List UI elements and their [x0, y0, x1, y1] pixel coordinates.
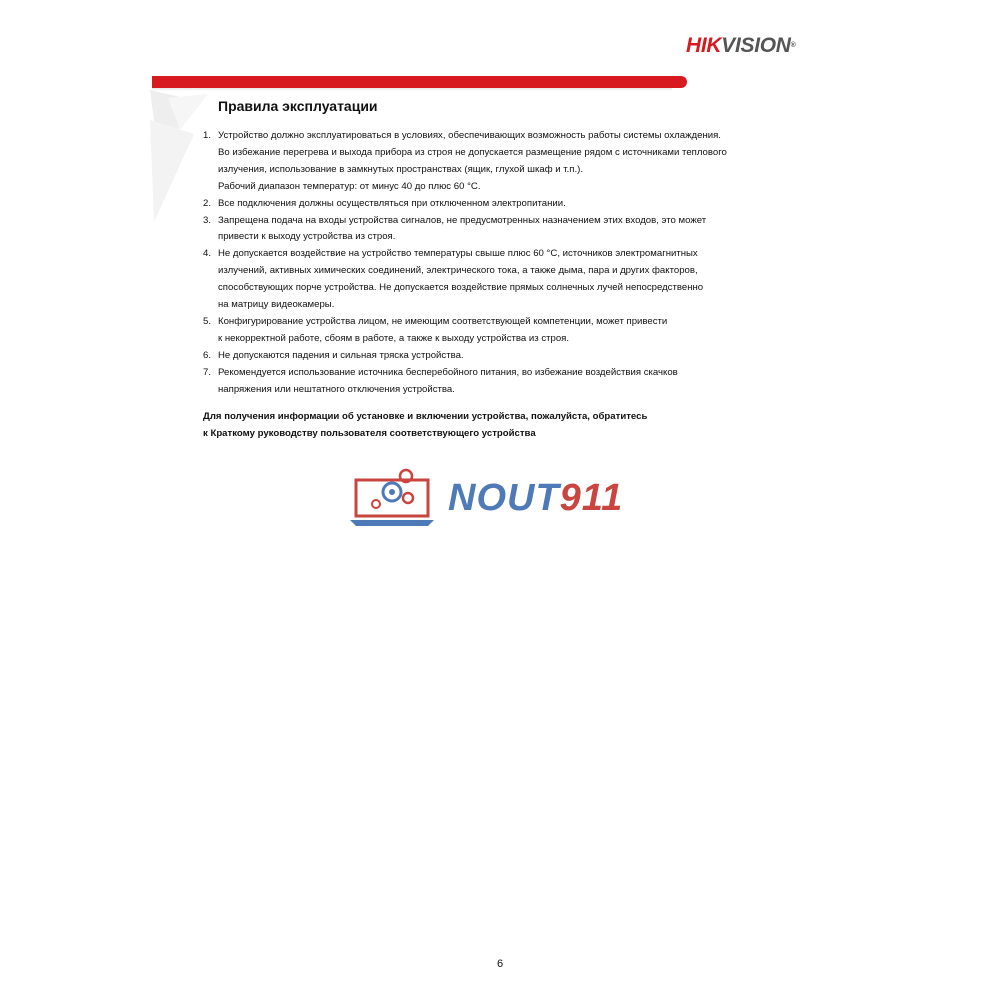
rule-text-line: привести к выходу устройства из строя. — [218, 231, 396, 243]
hikvision-logo — [686, 34, 796, 58]
watermark-text-nout: NOUT — [448, 477, 560, 519]
rule-text-line: Не допускается воздействие на устройство температуры свыше плюс 60 °C, источников электромагнитных — [218, 248, 698, 260]
rule-text-line: на матрицу видеокамеры. — [218, 299, 335, 311]
rule-number: 3. — [203, 214, 212, 226]
note-line: к Краткому руководству пользователя соответствующего устройства — [203, 427, 536, 439]
rule-text-line: Конфигурирование устройства лицом, не имеющим соответствующей компетенции, может привести — [218, 315, 668, 327]
rule-text-line: способствующих порче устройства. Не допускается воздействие прямых солнечных лучей непосредственно — [218, 282, 704, 294]
rule-number: 6. — [203, 349, 212, 361]
rule-number: 1. — [203, 130, 212, 141]
rule-item — [0, 314, 1000, 348]
rule-text-line: Запрещена подача на входы устройства сигналов, не предусмотренных назначением этих входов, это может — [218, 214, 707, 226]
rule-item — [0, 213, 1000, 247]
page-number: 6 — [496, 958, 504, 970]
rule-text-line: Устройство должно эксплуатироваться в условиях, обеспечивающих возможность работы системы охлаждения. — [218, 130, 721, 141]
logo-text-vision: VISION — [721, 34, 791, 57]
rule-text-line: Все подключения должны осуществляться при отключенном электропитании. — [218, 197, 566, 209]
nout911-watermark — [348, 464, 658, 534]
logo-text-hik: HIK — [686, 34, 722, 57]
installation-note — [203, 409, 647, 443]
rule-text-line: излучений, активных химических соединений, электрического тока, а также дыма, пара и других факторов, — [218, 265, 698, 277]
rule-number: 2. — [203, 197, 212, 209]
rule-number: 4. — [203, 248, 212, 260]
watermark-text — [448, 476, 623, 520]
rules-list — [0, 128, 1000, 399]
watermark-text-911: 911 — [559, 477, 624, 519]
rule-item — [0, 128, 1000, 196]
header-bar-shadow — [152, 88, 672, 91]
registered-mark: ® — [790, 42, 796, 49]
rule-text-line: Рекомендуется использование источника бесперебойного питания, во избежание воздействия скачков — [218, 366, 678, 378]
rule-item — [0, 196, 1000, 213]
rule-text-line: Во избежание перегрева и выхода прибора из строя не допускается размещение рядом с источниками теплового — [218, 146, 727, 158]
laptop-gears-icon — [348, 464, 440, 534]
rule-item — [0, 365, 1000, 399]
rule-text-line: Не допускаются падения и сильная тряска устройства. — [218, 349, 464, 361]
section-title: Правила эксплуатации — [218, 98, 378, 114]
rule-text-line: излучения, использование в замкнутых пространствах (ящик, глухой шкаф и т.п.). — [218, 163, 584, 175]
rule-number: 5. — [203, 315, 212, 327]
rule-item — [0, 348, 1000, 365]
rule-item — [0, 246, 1000, 314]
rule-text-line: Рабочий диапазон температур: от минус 40 до плюс 60 °C. — [218, 180, 481, 192]
header-red-bar — [152, 76, 687, 88]
rule-text-line: к некорректной работе, сбоям в работе, а также к выходу устройства из строя. — [218, 332, 570, 344]
rule-number: 7. — [203, 366, 212, 378]
note-line: Для получения информации об установке и включении устройства, пожалуйста, обратитесь — [203, 411, 648, 422]
rule-text-line: напряжения или нештатного отключения устройства. — [218, 383, 455, 395]
